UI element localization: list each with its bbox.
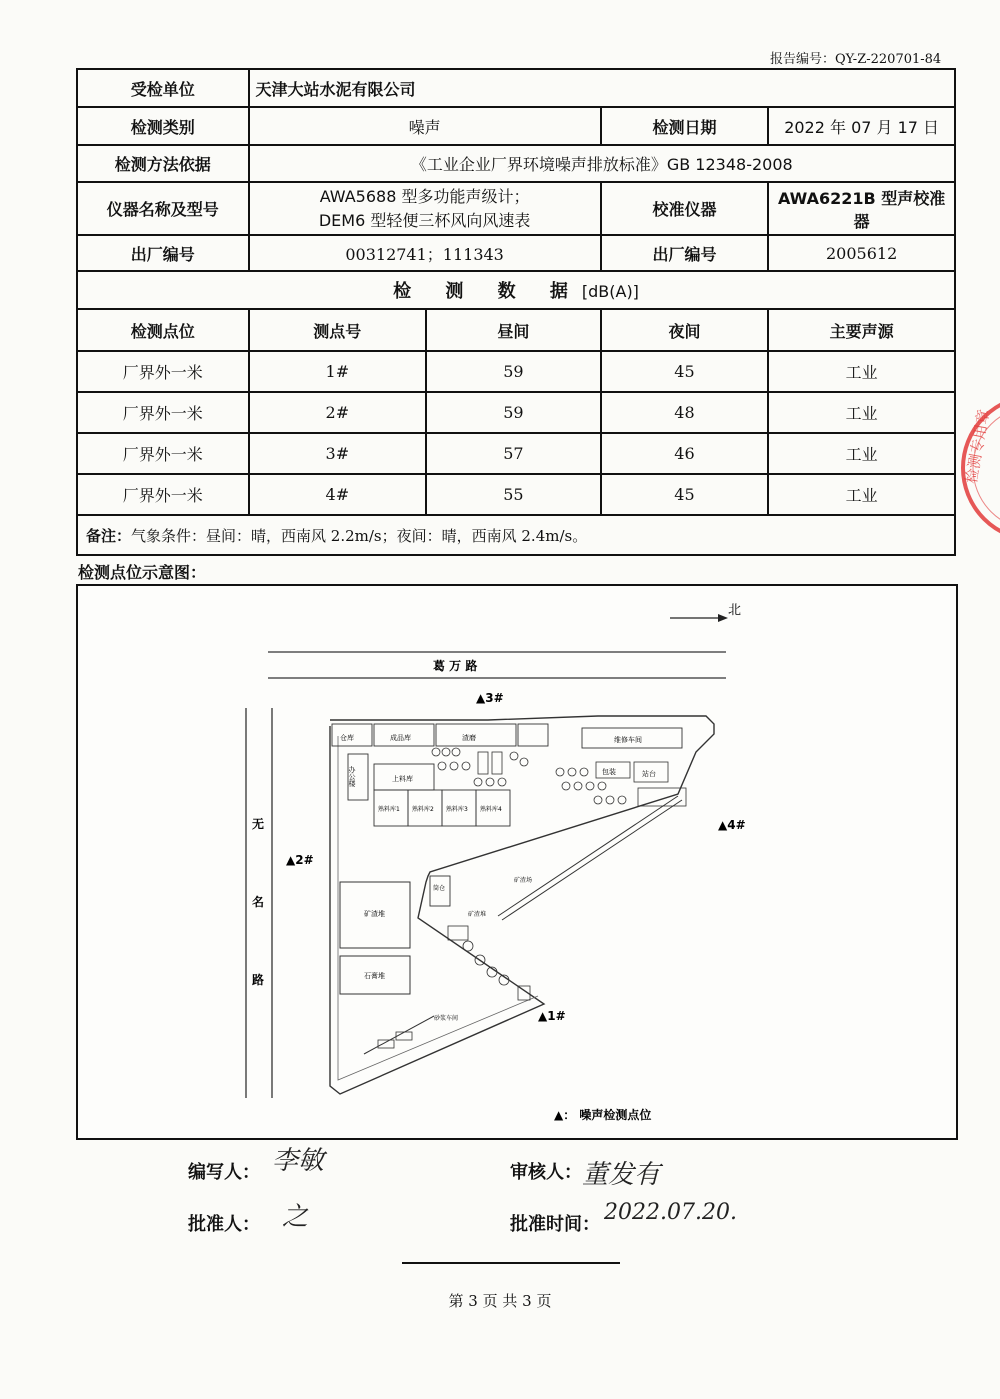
equipment-cluster-b — [556, 762, 686, 806]
road-left-char-1: 无 — [252, 817, 265, 831]
approve-time-signature: 2022.07.20. — [604, 1200, 737, 1225]
page-footer: 第 3 页 共 3 页 — [448, 1292, 552, 1310]
label-office: 办公楼 — [348, 766, 356, 787]
point-3: ▲3# — [476, 691, 504, 705]
label-slag-mill: 渣磨 — [462, 734, 476, 742]
category-label: 检测类别 — [77, 107, 249, 145]
row-day: 59 — [426, 351, 601, 392]
row-location: 厂界外一米 — [77, 392, 249, 433]
serial-value: 00312741；111343 — [249, 235, 601, 271]
point-2: ▲2# — [286, 853, 314, 867]
point-1: ▲1# — [538, 1009, 566, 1023]
site-map — [76, 584, 958, 1140]
conveyor-2 — [502, 800, 682, 920]
instrument-label: 仪器名称及型号 — [77, 182, 249, 235]
row-location: 厂界外一米 — [77, 433, 249, 474]
col-night: 夜间 — [601, 309, 769, 351]
approver-signature: 之 — [282, 1202, 309, 1232]
row-night: 46 — [601, 433, 769, 474]
row-night: 48 — [601, 392, 769, 433]
road-left-char-3: 路 — [252, 973, 265, 987]
label-slag-field: 矿渣场 — [514, 877, 533, 884]
table-row — [77, 433, 955, 474]
label-silo: 筒仓 — [433, 885, 446, 892]
row-day: 57 — [426, 433, 601, 474]
row-day: 59 — [426, 392, 601, 433]
row-source: 工业 — [768, 351, 955, 392]
instrument-line-2: DEM6 型轻便三杯风向风速表 — [318, 210, 531, 230]
col-point: 测点号 — [249, 309, 427, 351]
conveyor-3 — [364, 1016, 434, 1054]
row-point: 1# — [249, 351, 427, 392]
label-clinker1: 熟料库1 — [378, 806, 400, 813]
calib-value: AWA6221B 型声校准器 — [768, 182, 955, 235]
road-left-char-2: 名 — [252, 895, 265, 909]
label-finished: 成品库 — [390, 734, 411, 742]
seal-text: 检测专用章 — [962, 407, 993, 485]
client-value: 天津大站水泥有限公司 — [249, 69, 955, 107]
approve-time-label: 批准时间： — [510, 1214, 600, 1235]
serial-label: 出厂编号 — [77, 235, 249, 271]
building-slag-mill — [436, 724, 516, 746]
row-source: 工业 — [768, 392, 955, 433]
col-day: 昼间 — [426, 309, 601, 351]
road-top-label: 葛 万 路 — [433, 659, 478, 673]
table-row — [77, 351, 955, 392]
label-warehouse: 仓库 — [340, 734, 354, 742]
map-legend: ▲： 噪声检测点位 — [554, 1108, 652, 1122]
col-source: 主要声源 — [768, 309, 955, 351]
calib-label: 校准仪器 — [601, 182, 769, 235]
instrument-value — [249, 182, 601, 235]
method-label: 检测方法依据 — [77, 145, 249, 182]
row-point: 3# — [249, 433, 427, 474]
note-cell — [77, 515, 955, 555]
approver-label: 批准人： — [188, 1214, 260, 1235]
data-title-cell — [77, 271, 955, 309]
report-table — [76, 68, 956, 556]
map-section-title: 检测点位示意图： — [78, 563, 207, 582]
note-value: 气象条件：昼间：晴，西南风 2.2m/s；夜间：晴，西南风 2.4m/s。 — [131, 526, 588, 545]
label-sand-workshop: 砂浆车间 — [434, 1015, 459, 1022]
row-night: 45 — [601, 351, 769, 392]
north-arrowhead-icon — [718, 614, 728, 622]
client-label: 受检单位 — [77, 69, 249, 107]
label-gypsum: 石膏堆 — [364, 972, 385, 980]
data-unit: [dB(A)] — [581, 282, 639, 301]
date-value: 2022 年 07 月 17 日 — [768, 107, 955, 145]
label-raw-store: 上料库 — [392, 775, 413, 783]
site-map-drawing — [78, 586, 956, 1138]
label-slag-yard: 矿渣堆 — [364, 910, 385, 918]
method-value: 《工业企业厂界环境噪声排放标准》GB 12348-2008 — [249, 145, 955, 182]
label-clinker2: 熟料库2 — [412, 806, 434, 813]
plant-boundary — [330, 716, 714, 1094]
equipment-cluster-a — [432, 748, 528, 786]
instrument-line-1: AWA5688 型多功能声级计； — [319, 186, 530, 206]
reviewer-signature: 董发有 — [582, 1160, 661, 1190]
conveyor-1 — [498, 796, 678, 916]
row-point: 2# — [249, 392, 427, 433]
label-slag-yard-2: 矿渣堆 — [468, 911, 487, 918]
serial2-value: 2005612 — [768, 235, 955, 271]
column-header-row — [77, 309, 955, 351]
note-label: 备注： — [86, 526, 132, 545]
label-packing: 包装 — [602, 768, 616, 776]
row-source: 工业 — [768, 433, 955, 474]
table-row — [77, 474, 955, 515]
row-location: 厂界外一米 — [77, 474, 249, 515]
row-night: 45 — [601, 474, 769, 515]
serial2-label: 出厂编号 — [601, 235, 769, 271]
seal-stamp — [955, 388, 1000, 548]
equipment-cluster-c — [378, 926, 530, 1048]
data-title: 检 测 数 据 — [393, 281, 582, 302]
point-4: ▲4# — [718, 818, 746, 832]
category-value: 噪声 — [249, 107, 601, 145]
row-day: 55 — [426, 474, 601, 515]
label-clinker3: 熟料库3 — [446, 806, 468, 813]
table-row — [77, 392, 955, 433]
writer-signature: 李敏 — [272, 1146, 325, 1176]
row-point: 4# — [249, 474, 427, 515]
date-label: 检测日期 — [601, 107, 769, 145]
reviewer-label: 审核人： — [510, 1162, 582, 1183]
label-repair: 维修车间 — [614, 736, 642, 744]
label-clinker4: 熟料库4 — [480, 806, 502, 813]
row-location: 厂界外一米 — [77, 351, 249, 392]
col-location: 检测点位 — [77, 309, 249, 351]
row-source: 工业 — [768, 474, 955, 515]
building-small — [518, 724, 548, 746]
writer-label: 编写人： — [188, 1162, 260, 1183]
footer-divider — [402, 1262, 620, 1264]
north-label: 北 — [728, 603, 742, 618]
report-number: 报告编号：QY-Z-220701-84 — [770, 52, 942, 67]
label-platform: 站台 — [642, 770, 656, 778]
